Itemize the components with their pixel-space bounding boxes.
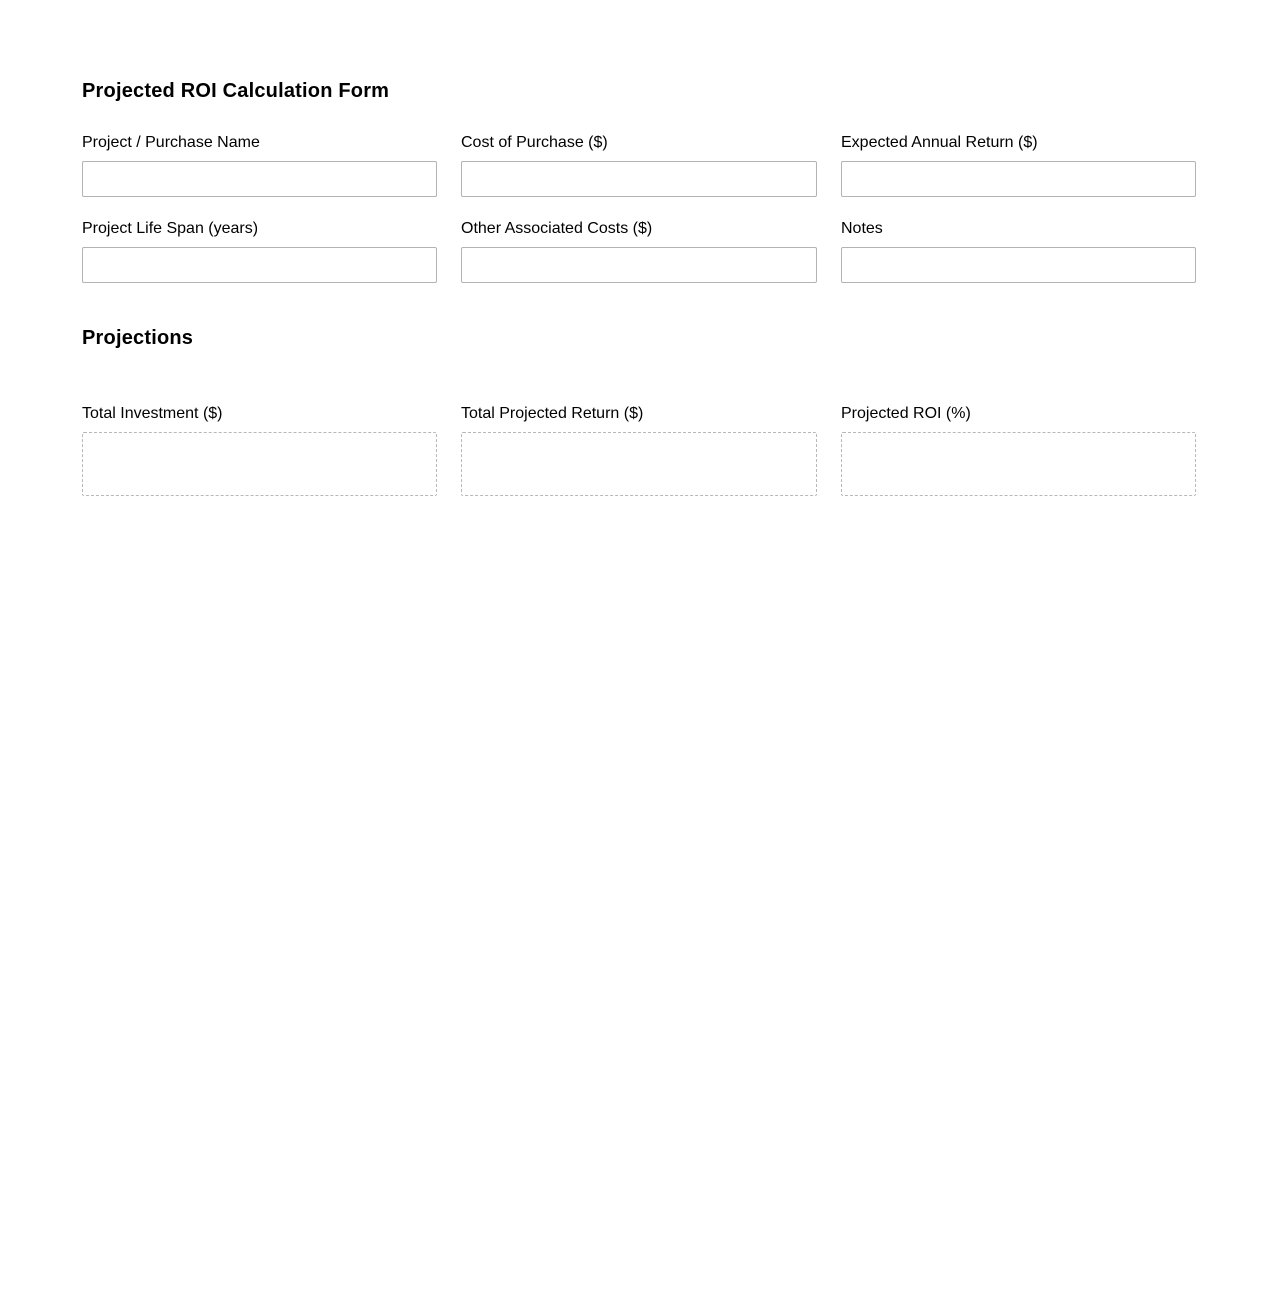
projected-roi-output-field — [841, 404, 1196, 496]
expected-annual-return-input[interactable] — [841, 161, 1196, 197]
notes-field — [841, 219, 1196, 283]
total-projected-return-output-field — [461, 404, 817, 496]
projections-heading: Projections — [82, 327, 194, 349]
cost-of-purchase-field — [461, 133, 817, 197]
cost-of-purchase-label: Cost of Purchase ($) — [461, 134, 608, 151]
life-span-field — [82, 219, 437, 283]
total-projected-return-label: Total Projected Return ($) — [461, 405, 644, 422]
total-investment-output-field — [82, 404, 437, 496]
total-investment-output — [82, 432, 437, 496]
projected-roi-label: Projected ROI (%) — [841, 405, 971, 422]
expected-annual-return-label: Expected Annual Return ($) — [841, 134, 1038, 151]
total-projected-return-output — [461, 432, 817, 496]
project-name-input[interactable] — [82, 161, 437, 197]
total-investment-label: Total Investment ($) — [82, 405, 223, 422]
notes-input[interactable] — [841, 247, 1196, 283]
other-costs-label: Other Associated Costs ($) — [461, 220, 653, 237]
input-row-2 — [82, 219, 1196, 283]
life-span-label: Project Life Span (years) — [82, 220, 259, 237]
project-name-field — [82, 133, 437, 197]
input-row-1 — [82, 133, 1196, 197]
notes-label: Notes — [841, 220, 883, 237]
cost-of-purchase-input[interactable] — [461, 161, 817, 197]
life-span-input[interactable] — [82, 247, 437, 283]
projected-roi-output — [841, 432, 1196, 496]
projections-row — [82, 404, 1196, 496]
expected-annual-return-field — [841, 133, 1196, 197]
other-costs-input[interactable] — [461, 247, 817, 283]
other-costs-field — [461, 219, 817, 283]
page-title: Projected ROI Calculation Form — [82, 80, 390, 102]
project-name-label: Project / Purchase Name — [82, 134, 260, 151]
